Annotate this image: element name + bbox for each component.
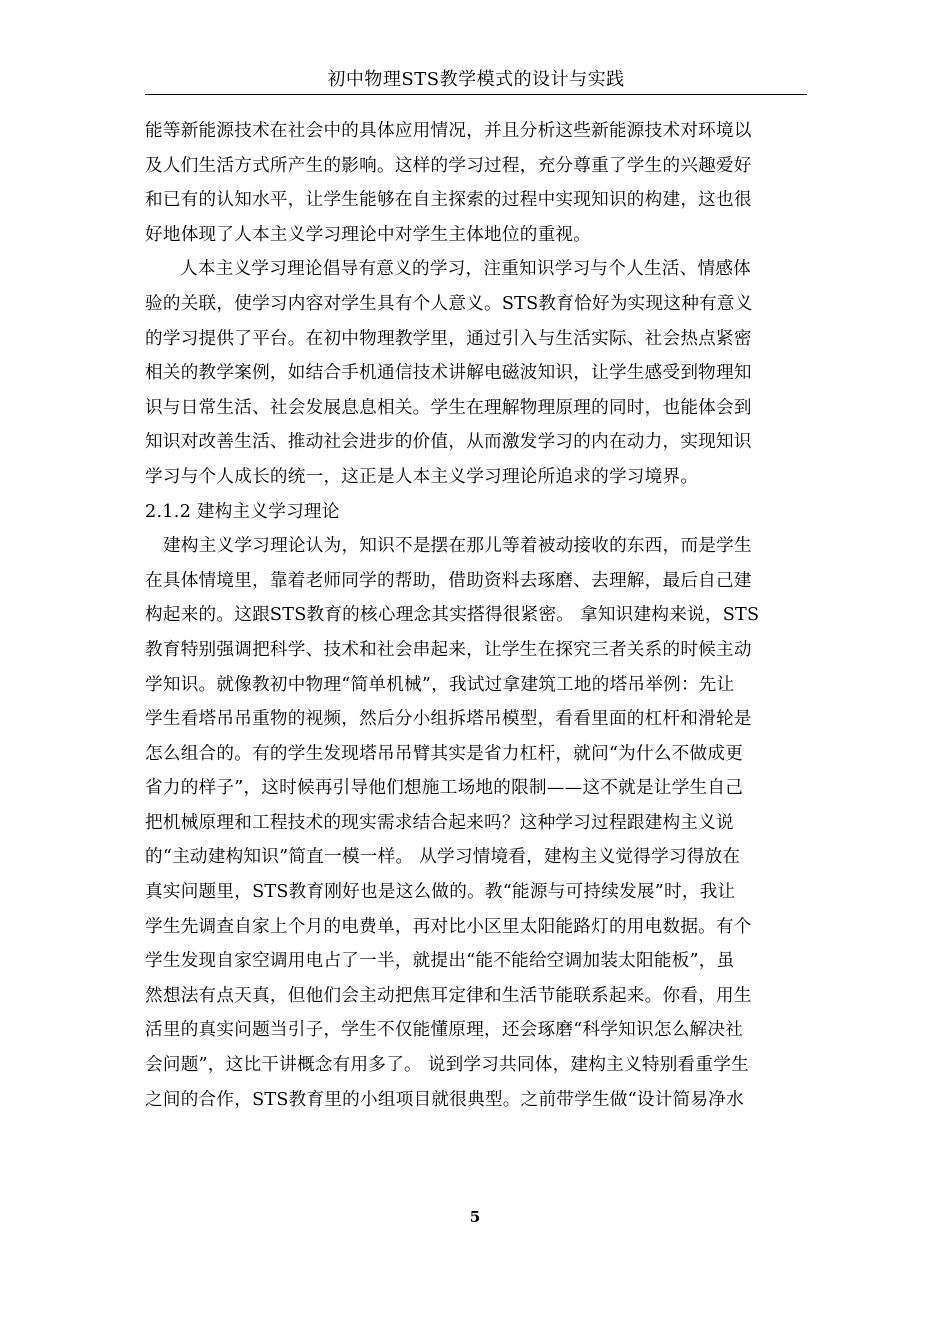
text-line: 识与日常生活、社会发展息息相关。学生在理解物理原理的同时，也能体会到 bbox=[145, 397, 752, 418]
text-line: 会问题”，这比干讲概念有用多了。 说到学习共同体，建构主义特别看重学生 bbox=[145, 1055, 749, 1076]
paragraph-1 bbox=[145, 114, 807, 252]
text-line: 学知识。就像教初中物理“简单机械”，我试过拿建筑工地的塔吊举例：先让 bbox=[145, 674, 735, 695]
text-line: 人本主义学习理论倡导有意义的学习，注重知识学习与个人生活、情感体 bbox=[180, 259, 752, 280]
text-line: 教育特别强调把科学、技术和社会串起来，让学生在探究三者关系的时候主动 bbox=[145, 639, 752, 660]
text-line: 学生发现自家空调用电占了一半，就提出“能不能给空调加装太阳能板”，虽 bbox=[145, 951, 735, 972]
text-line: 相关的教学案例，如结合手机通信技术讲解电磁波知识，让学生感受到物理知 bbox=[145, 363, 752, 384]
text-line: 及人们生活方式所产生的影响。这样的学习过程，充分尊重了学生的兴趣爱好 bbox=[145, 155, 752, 176]
text-line: 验的关联，使学习内容对学生具有个人意义。STS教育恰好为实现这种有意义 bbox=[145, 293, 753, 314]
text-line: 建构主义学习理论认为，知识不是摆在那儿等着被动接收的东西，而是学生 bbox=[163, 536, 752, 557]
section-heading: 2.1.2 建构主义学习理论 bbox=[145, 501, 340, 522]
text-line: 学生看塔吊吊重物的视频，然后分小组拆塔吊模型，看看里面的杠杆和滑轮是 bbox=[145, 709, 752, 730]
text-line: 在具体情境里，靠着老师同学的帮助，借助资料去琢磨、去理解，最后自己建 bbox=[145, 570, 752, 591]
paragraph-3 bbox=[145, 529, 807, 1117]
text-line: 学习与个人成长的统一，这正是人本主义学习理论所追求的学习境界。 bbox=[145, 466, 699, 487]
running-header: 初中物理STS教学模式的设计与实践 bbox=[327, 69, 625, 90]
text-line: 然想法有点天真，但他们会主动把焦耳定律和生活节能联系起来。你看，用生 bbox=[145, 985, 752, 1006]
text-line: 真实问题里，STS教育刚好也是这么做的。教“能源与可持续发展”时，我让 bbox=[145, 882, 736, 903]
text-line: 和已有的认知水平，让学生能够在自主探索的过程中实现知识的构建，这也很 bbox=[145, 190, 752, 211]
text-line: 把机械原理和工程技术的现实需求结合起来吗？这种学习过程跟建构主义说 bbox=[145, 812, 734, 833]
text-line: 省力的样子”，这时候再引导他们想施工场地的限制——这不就是让学生自己 bbox=[145, 778, 744, 799]
page-number: 5 bbox=[469, 1208, 481, 1226]
text-line: 好地体现了人本主义学习理论中对学生主体地位的重视。 bbox=[145, 224, 592, 245]
text-line: 怎么组合的。有的学生发现塔吊吊臂其实是省力杠杆，就问“为什么不做成更 bbox=[145, 743, 744, 764]
text-line: 知识对改善生活、推动社会进步的价值，从而激发学习的内在动力，实现知识 bbox=[145, 432, 752, 453]
text-line: 之间的合作，STS教育里的小组项目就很典型。之前带学生做“设计简易净水 bbox=[145, 1089, 744, 1110]
text-line: 的“主动建构知识”简直一模一样。 从学习情境看，建构主义觉得学习得放在 bbox=[145, 847, 741, 868]
document-body bbox=[145, 114, 807, 1117]
text-line: 学生先调查自家上个月的电费单，再对比小区里太阳能路灯的用电数据。有个 bbox=[145, 916, 752, 937]
text-line: 的学习提供了平台。在初中物理教学里，通过引入与生活实际、社会热点紧密 bbox=[145, 328, 752, 349]
text-line: 活里的真实问题当引子，学生不仅能懂原理，还会琢磨“科学知识怎么解决社 bbox=[145, 1020, 744, 1041]
paragraph-2 bbox=[145, 252, 807, 494]
text-line: 能等新能源技术在社会中的具体应用情况，并且分析这些新能源技术对环境以 bbox=[145, 121, 752, 141]
header-rule bbox=[145, 94, 807, 95]
text-line: 构起来的。这跟STS教育的核心理念其实搭得很紧密。 拿知识建构来说，STS bbox=[145, 605, 760, 626]
